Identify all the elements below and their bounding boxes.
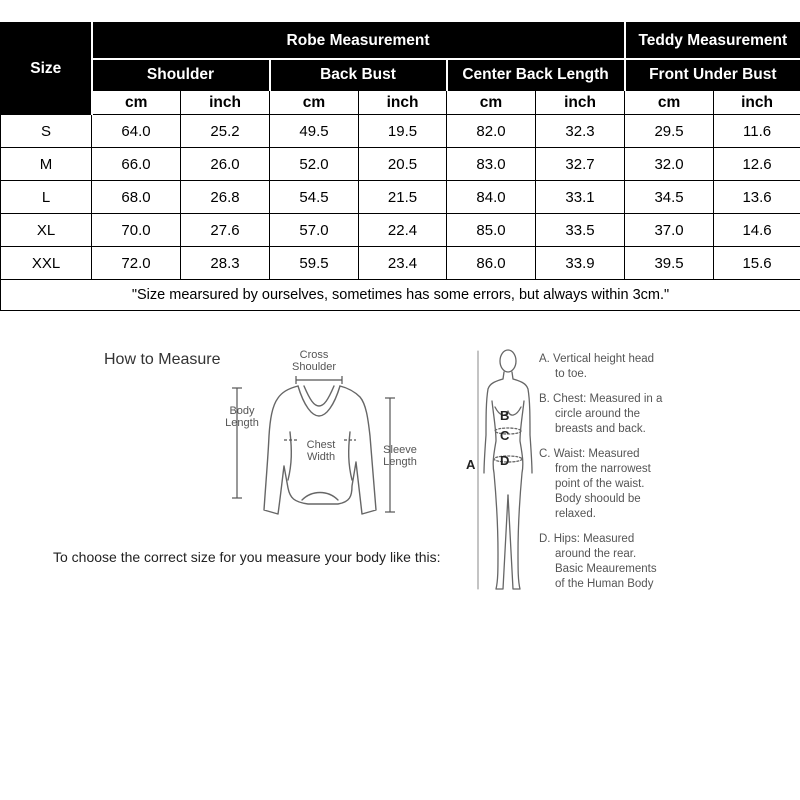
size-cell: XXL xyxy=(1,247,92,280)
value-cell: 22.4 xyxy=(359,214,447,247)
body-figure-diagram xyxy=(470,345,540,595)
value-cell: 32.0 xyxy=(625,148,714,181)
teddy-measurement-header: Teddy Measurement xyxy=(625,23,800,60)
value-cell: 57.0 xyxy=(270,214,359,247)
value-cell: 27.6 xyxy=(181,214,270,247)
measurement-notes xyxy=(539,352,739,592)
value-cell: 23.4 xyxy=(359,247,447,280)
table-row xyxy=(1,181,800,214)
value-cell: 37.0 xyxy=(625,214,714,247)
table-row xyxy=(1,148,800,181)
table-row xyxy=(1,214,800,247)
value-cell: 39.5 xyxy=(625,247,714,280)
value-cell: 86.0 xyxy=(447,247,536,280)
value-cell: 33.5 xyxy=(536,214,625,247)
back-bust-header: Back Bust xyxy=(270,59,447,91)
value-cell: 52.0 xyxy=(270,148,359,181)
value-cell: 21.5 xyxy=(359,181,447,214)
figure-letter-a: A xyxy=(466,457,476,472)
value-cell: 11.6 xyxy=(714,115,800,148)
note-height: A. Vertical height head to toe. xyxy=(539,353,655,380)
value-cell: 72.0 xyxy=(92,247,181,280)
value-cell: 29.5 xyxy=(625,115,714,148)
value-cell: 19.5 xyxy=(359,115,447,148)
value-cell: 34.5 xyxy=(625,181,714,214)
value-cell: 14.6 xyxy=(714,214,800,247)
value-cell: 68.0 xyxy=(92,181,181,214)
unit-header: inch xyxy=(181,91,270,115)
shoulder-header: Shoulder xyxy=(92,59,270,91)
value-cell: 25.2 xyxy=(181,115,270,148)
value-cell: 26.8 xyxy=(181,181,270,214)
value-cell: 15.6 xyxy=(714,247,800,280)
choose-size-text: To choose the correct size for you measure your body like this: xyxy=(53,549,441,565)
value-cell: 32.7 xyxy=(536,148,625,181)
body-length-label: Body Length xyxy=(225,405,259,429)
value-cell: 82.0 xyxy=(447,115,536,148)
unit-header: inch xyxy=(714,91,800,115)
value-cell: 33.9 xyxy=(536,247,625,280)
size-cell: L xyxy=(1,181,92,214)
figure-letter-b: B xyxy=(500,408,510,423)
size-header: Size xyxy=(1,23,92,115)
unit-header: cm xyxy=(447,91,536,115)
note-waist: C. Waist: Measured from the narrowest point of the waist. Body shoould be relaxed. xyxy=(539,448,651,520)
unit-header: cm xyxy=(270,91,359,115)
robe-measurement-header: Robe Measurement xyxy=(92,23,625,60)
value-cell: 64.0 xyxy=(92,115,181,148)
value-cell: 54.5 xyxy=(270,181,359,214)
unit-header: cm xyxy=(625,91,714,115)
value-cell: 26.0 xyxy=(181,148,270,181)
unit-header: inch xyxy=(359,91,447,115)
note-hips: D. Hips: Measured around the rear. Basic Meaurements of the Human Body xyxy=(539,533,657,590)
front-under-bust-header: Front Under Bust xyxy=(625,59,800,91)
size-cell: XL xyxy=(1,214,92,247)
size-cell: S xyxy=(1,115,92,148)
value-cell: 33.1 xyxy=(536,181,625,214)
size-cell: M xyxy=(1,148,92,181)
center-back-length-header: Center Back Length xyxy=(447,59,625,91)
value-cell: 85.0 xyxy=(447,214,536,247)
value-cell: 20.5 xyxy=(359,148,447,181)
value-cell: 59.5 xyxy=(270,247,359,280)
value-cell: 84.0 xyxy=(447,181,536,214)
size-chart-table xyxy=(0,22,800,311)
value-cell: 13.6 xyxy=(714,181,800,214)
value-cell: 83.0 xyxy=(447,148,536,181)
figure-letter-c: C xyxy=(500,428,510,443)
sleeve-length-label: Sleeve Length xyxy=(383,444,417,468)
how-to-measure-title: How to Measure xyxy=(104,351,221,368)
unit-header: inch xyxy=(536,91,625,115)
chest-width-label: Chest Width xyxy=(299,439,343,463)
value-cell: 32.3 xyxy=(536,115,625,148)
figure-letter-d: D xyxy=(500,453,510,468)
value-cell: 66.0 xyxy=(92,148,181,181)
value-cell: 70.0 xyxy=(92,214,181,247)
table-note: "Size mearsured by ourselves, sometimes has some errors, but always within 3cm." xyxy=(1,280,800,311)
table-row xyxy=(1,115,800,148)
value-cell: 49.5 xyxy=(270,115,359,148)
table-row xyxy=(1,247,800,280)
value-cell: 28.3 xyxy=(181,247,270,280)
note-chest: B. Chest: Measured in a circle around the breasts and back. xyxy=(539,393,663,435)
cross-shoulder-label: Cross Shoulder xyxy=(292,349,337,373)
unit-header: cm xyxy=(92,91,181,115)
value-cell: 12.6 xyxy=(714,148,800,181)
